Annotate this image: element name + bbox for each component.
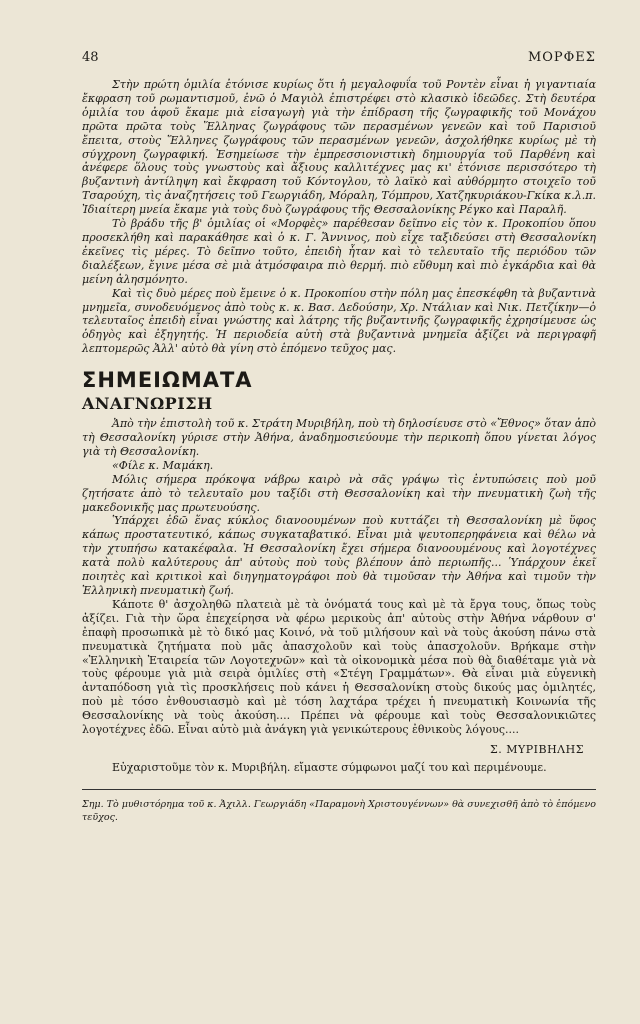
article-paragraph: Στὴν πρώτη ὁμιλία ἐτόνισε κυρίως ὅτι ἡ μεγαλοφυΐα τοῦ Ροντὲν εἶναι ἡ γιγαντιαία ἔκφραση τοῦ ρωμαντισμοῦ, ἐνῶ ὁ Μαγιὸλ ἐπιστρέφει στὸ κλασικὸ ἰδεῶδες. Στὴ δευτέρα ὁμιλία του ἀφοῦ ἔκαμε μιὰ εἰσαγωγὴ γιὰ τὴν ἐπίδραση τῆς ζωγραφικῆς τοῦ Μονάχου πρῶτα πρῶτα τοὺς Ἕλληνας ζωγράφους τῶν περασμένων γενεῶν καὶ τοῦ Παρισιοῦ ἔπειτα, στοὺς Ἕλληνες ζωγράφους τῶν περασμένων γενεῶν, ἀσχολήθηκε κυρίως μὲ τὴ σύγχρονη ζωγραφική. Ἐσημείωσε τὴν ἐμπρεσσιονιστικὴ δημιουργία τοῦ Παρθένη καὶ ἀνέφερε ὅλους τοὺς γνωστοὺς καὶ ἄξιους καλλιτέχνες μας κι' ἐτόνισε περισσότερο τὴ βυζαντινὴ ἀντίληψη καὶ ἔκφραση τοῦ Κόντογλου, τὸ λαϊκὸ καὶ αὐθόρμητο στοιχεῖο τοῦ Τσαρούχη, τὶς ἀναζητήσεις τοῦ Γεωργιάδη, Μόραλη, Τόμπρου, Χατζηκυριάκου-Γκίκα κ.λ.π. Ἰδιαίτερη μνεία ἔκαμε γιὰ τοὺς δυὸ ζωγράφους τῆς Θεσσαλονίκης Ρέγκο καὶ Παραλῆ.: [82, 78, 596, 217]
signature: Σ. ΜΥΡΙΒΗΛΗΣ: [489, 742, 584, 756]
note-subheading: ΑΝΑΓΝΩΡΙΣΗ: [82, 394, 213, 414]
section-heading: ΣΗΜΕΙΩΜΑΤΑ: [82, 368, 253, 393]
page-header: [82, 50, 596, 70]
letter-paragraph: Κάποτε θ' ἀσχοληθῶ πλατειὰ μὲ τὰ ὀνόματά τους καὶ μὲ τὰ ἔργα τους, ὅπως τοὺς ἀξίζει. Γιὰ τὴν ὥρα ἐπεχείρησα νὰ φέρω μερικοὺς ἀπ' αὐτοὺς στὴν Ἀθήνα νάρθουν σ' ἐπαφὴ προσωπικὰ μὲ τὸ δικό μας Κοινό, νὰ τοῦ μιλήσουν καὶ νὰ τοὺς ἀκούση πάνω στὰ πνευματικὰ ζητήματα ποὺ μᾶς ἀπασχολοῦν καὶ τοὺς ἀπασχολοῦν. Βρήκαμε στὴν «Ἑλληνικὴ Ἑταιρεία τῶν Λογοτεχνῶν» καὶ τὰ οἰκονομικὰ μέσα ποὺ θὰ διαθέταμε γιὰ νὰ τοὺς φέρουμε γιὰ μιὰ σειρὰ ὁμιλίες στὴ «Στέγη Γραμμάτων». Θὰ εἶναι μιὰ εὐγενικὴ ἀνταπόδοση γιὰ τὶς προσκλήσεις ποὺ κάνει ἡ Θεσσαλονίκη στοὺς δικούς μας ὁμιλητές, ποὺ μὲ τόσο ἐνθουσιασμὸ καὶ μὲ τόση λαχτάρα τρέχει ἡ πνευματικὴ Κοινωνία τῆς Θεσσαλονίκης νὰ τοὺς ἀκούση.... Πρέπει νὰ φέρουμε καὶ τοὺς Θεσσαλονικιῶτες λογοτέχνες ἐδῶ. Εἶναι αὐτὸ μιὰ ἀνάγκη γιὰ γενικώτερους ἐθνικοὺς λόγους....: [82, 597, 596, 737]
article-paragraph: Καὶ τὶς δυὸ μέρες ποὺ ἔμεινε ὁ κ. Προκοπίου στὴν πόλη μας ἐπεσκέφθη τὰ βυζαντινὰ μνημεῖα, συνοδευόμενος ἀπὸ τοὺς κ. κ. Βασ. Δεδούσην, Χρ. Ντάλιαν καὶ Νικ. Πετζίκην—ὁ τελευταῖος ἐπειδὴ εἶναι γνώστης καὶ λάτρης τῆς βυζαντινῆς ζωγραφικῆς ἐχρησίμευσε ὡς ὁδηγὸς καὶ ἐξηγητής. Ἡ περιοδεία αὐτὴ στὰ βυζαντινὰ μνημεῖα ἀξίζει νὰ περιγραφῆ λεπτομερῶς Ἀλλ' αὐτὸ θὰ γίνη στὸ ἑπόμενο τεῦχος μας.: [82, 286, 596, 356]
closing-paragraph: Εὐχαριστοῦμε τὸν κ. Μυριβήλη. εἴμαστε σύμφωνοι μαζί του καὶ περιμένουμε.: [112, 760, 547, 774]
note-paragraph: Ἀπὸ τὴν ἐπιστολὴ τοῦ κ. Στράτη Μυριβήλη, ποὺ τὴ δηλοσίευσε στὸ «Ἔθνος» ὅταν ἀπὸ τὴ Θεσσαλονίκη γύρισε στὴν Ἀθήνα, ἀναδημοσιεύουμε τὴν περικοπὴ ὅπου γίνεται λόγος γιὰ τὴ Θεσσαλονίκη.: [82, 417, 596, 458]
footnote: Σημ. Τὸ μυθιστόρημα τοῦ κ. Ἀχιλλ. Γεωργιάδη «Παραμονὴ Χριστουγέννων» θὰ συνεχισθῆ ἀπὸ τὸ ἑπόμενο τεῦχος.: [82, 798, 596, 823]
article-paragraph: Τὸ βράδυ τῆς β' ὁμιλίας οἱ «Μορφὲς» παρέθεσαν δεῖπνο εἰς τὸν κ. Προκοπίου ὅπου προσεκλήθη καὶ παρακάθησε καὶ ὁ κ. Γ. Ἄννινος, ποὺ εἶχε ταξιδεύσει στὴ Θεσσαλονίκη ἐκεῖνες τὶς μέρες. Τὸ δεῖπνο τοῦτο, ἐπειδὴ ἦταν καὶ τὸ τελευταῖο τῆς περιόδου τῶν διαλέξεων, ἔγινε μέσα σὲ μιὰ ἀτμόσφαιρα πιὸ θερμή. πιὸ εὔθυμη καὶ πιὸ ἐγκάρδια καὶ θὰ μείνη ἀλησμόνητο.: [82, 217, 596, 286]
footnote-divider: [82, 789, 596, 790]
page-body: [82, 78, 596, 824]
letter-paragraph: Ὑπάρχει ἐδῶ ἕνας κύκλος διανοουμένων ποὺ κυττάζει τὴ Θεσσαλονίκη μὲ ὕφος κάπως προστατευτικό, κάπως συγκαταβατικό. Εἶναι μιὰ ψευτοπερηφάνεια καὶ θέλω νὰ τὴν χτυπήσω κατακέφαλα. Ἡ Θεσσαλονίκη ἔχει σήμερα διανοουμένους καὶ λογοτέχνες κατὰ πολὺ καλύτερους ἀπ' αὐτοὺς ποὺ τοὺς βλέπουν ἀπὸ περιωπῆς... Ὑπάρχουν ἐκεῖ ποιητὲς καὶ κριτικοὶ καὶ διηγηματογράφοι ποὺ θὰ τιμοῦσαν τὴν Ἀθήνα καὶ τιμοῦν τὴν Ἑλληνικὴ πνευματικὴ ζωή.: [82, 514, 596, 597]
letter-salutation: «Φίλε κ. Μαμάκη.: [112, 458, 214, 472]
letter-paragraph: Μόλις σήμερα πρόκοψα νάβρω καιρὸ νὰ σᾶς γράψω τὶς ἐντυπώσεις ποὺ μοῦ ζητήσατε ἀπὸ τὸ τελευταῖο μου ταξίδι στὴ Θεσσαλονίκη καὶ τὴν πνευματικὴ ζωὴ τῆς μακεδονικῆς μας πρωτευούσης.: [82, 472, 596, 514]
running-title: ΜΟΡΦΕΣ: [527, 50, 596, 65]
page-number: 48: [82, 50, 99, 65]
